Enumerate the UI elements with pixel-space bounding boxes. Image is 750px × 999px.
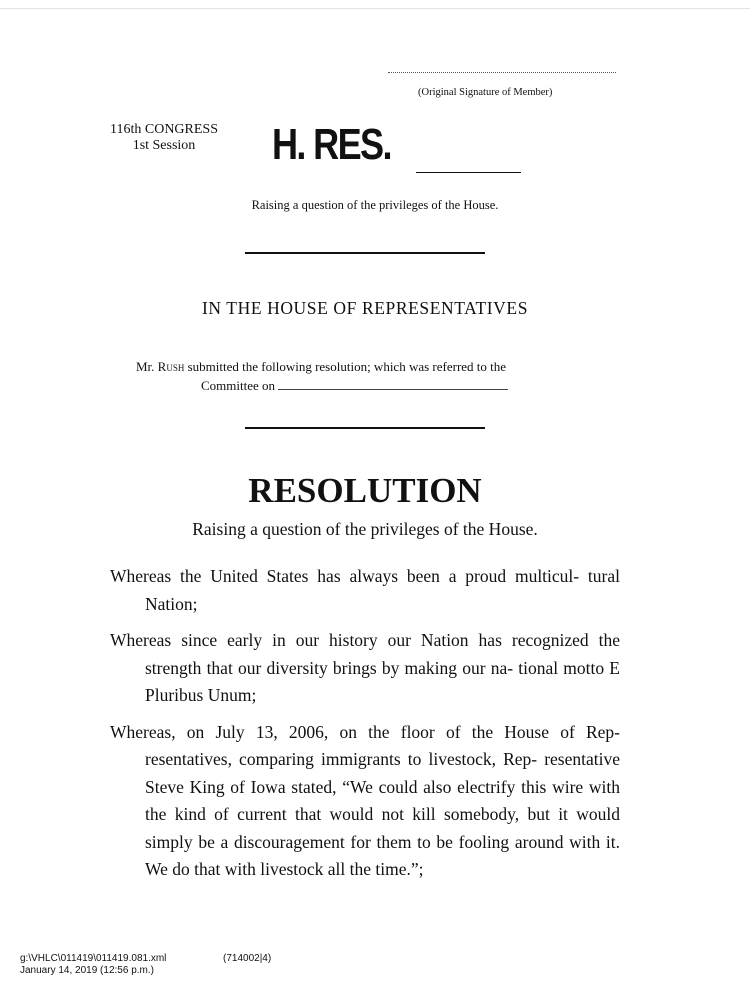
whereas-clause: Whereas the United States has always been a proud multicul- tural Nation; (110, 566, 620, 614)
whereas-clause: Whereas, on July 13, 2006, on the floor of the House of Rep- resentatives, comparing immigrants to livestock, Rep- resentative Steve King of Iowa stated, “We could also electrify this wire with the kind of current that would not kill somebody, but it would simply be a discouragement for them to be fooling around with it. We do that with livestock all the time.”; (110, 721, 620, 879)
session-label: 1st Session (132, 138, 196, 153)
signature-line (388, 72, 616, 73)
congress-session-block (110, 122, 218, 154)
resolution-heading: RESOLUTION (248, 471, 482, 510)
document-footer (20, 953, 272, 977)
file-path: g:\VHLC\011419\011419.081.xml (20, 953, 167, 964)
page-top-border (0, 8, 750, 9)
submitted-text: submitted the following resolution; which was referred to the (187, 359, 507, 374)
committee-text: Committee on (201, 378, 276, 393)
committee-blank (278, 377, 508, 390)
signature-label: (Original Signature of Member) (418, 87, 553, 98)
congress-label: 116th CONGRESS (110, 122, 219, 137)
timestamp: January 14, 2019 (12:56 p.m.) (20, 965, 154, 976)
document-code: (714002|4) (223, 953, 272, 964)
bill-number-blank (416, 172, 521, 173)
whereas-clauses (110, 563, 620, 893)
submission-statement (136, 357, 606, 395)
whereas-clause: Whereas since early in our history our Nation has recognized the strength that our diversity brings by making our na- tional motto E Pluribus Unum; (110, 630, 620, 705)
bill-type: H. RES. (272, 120, 391, 169)
sponsor-name: Rush (157, 359, 185, 374)
chamber-heading: IN THE HOUSE OF REPRESENTATIVES (201, 298, 529, 318)
short-title: Raising a question of the privileges of the House. (251, 198, 499, 212)
divider-rule (245, 252, 485, 254)
sponsor-prefix: Mr. (136, 359, 155, 374)
divider-rule (245, 427, 485, 429)
resolution-title: Raising a question of the privileges of the House. (192, 519, 538, 539)
